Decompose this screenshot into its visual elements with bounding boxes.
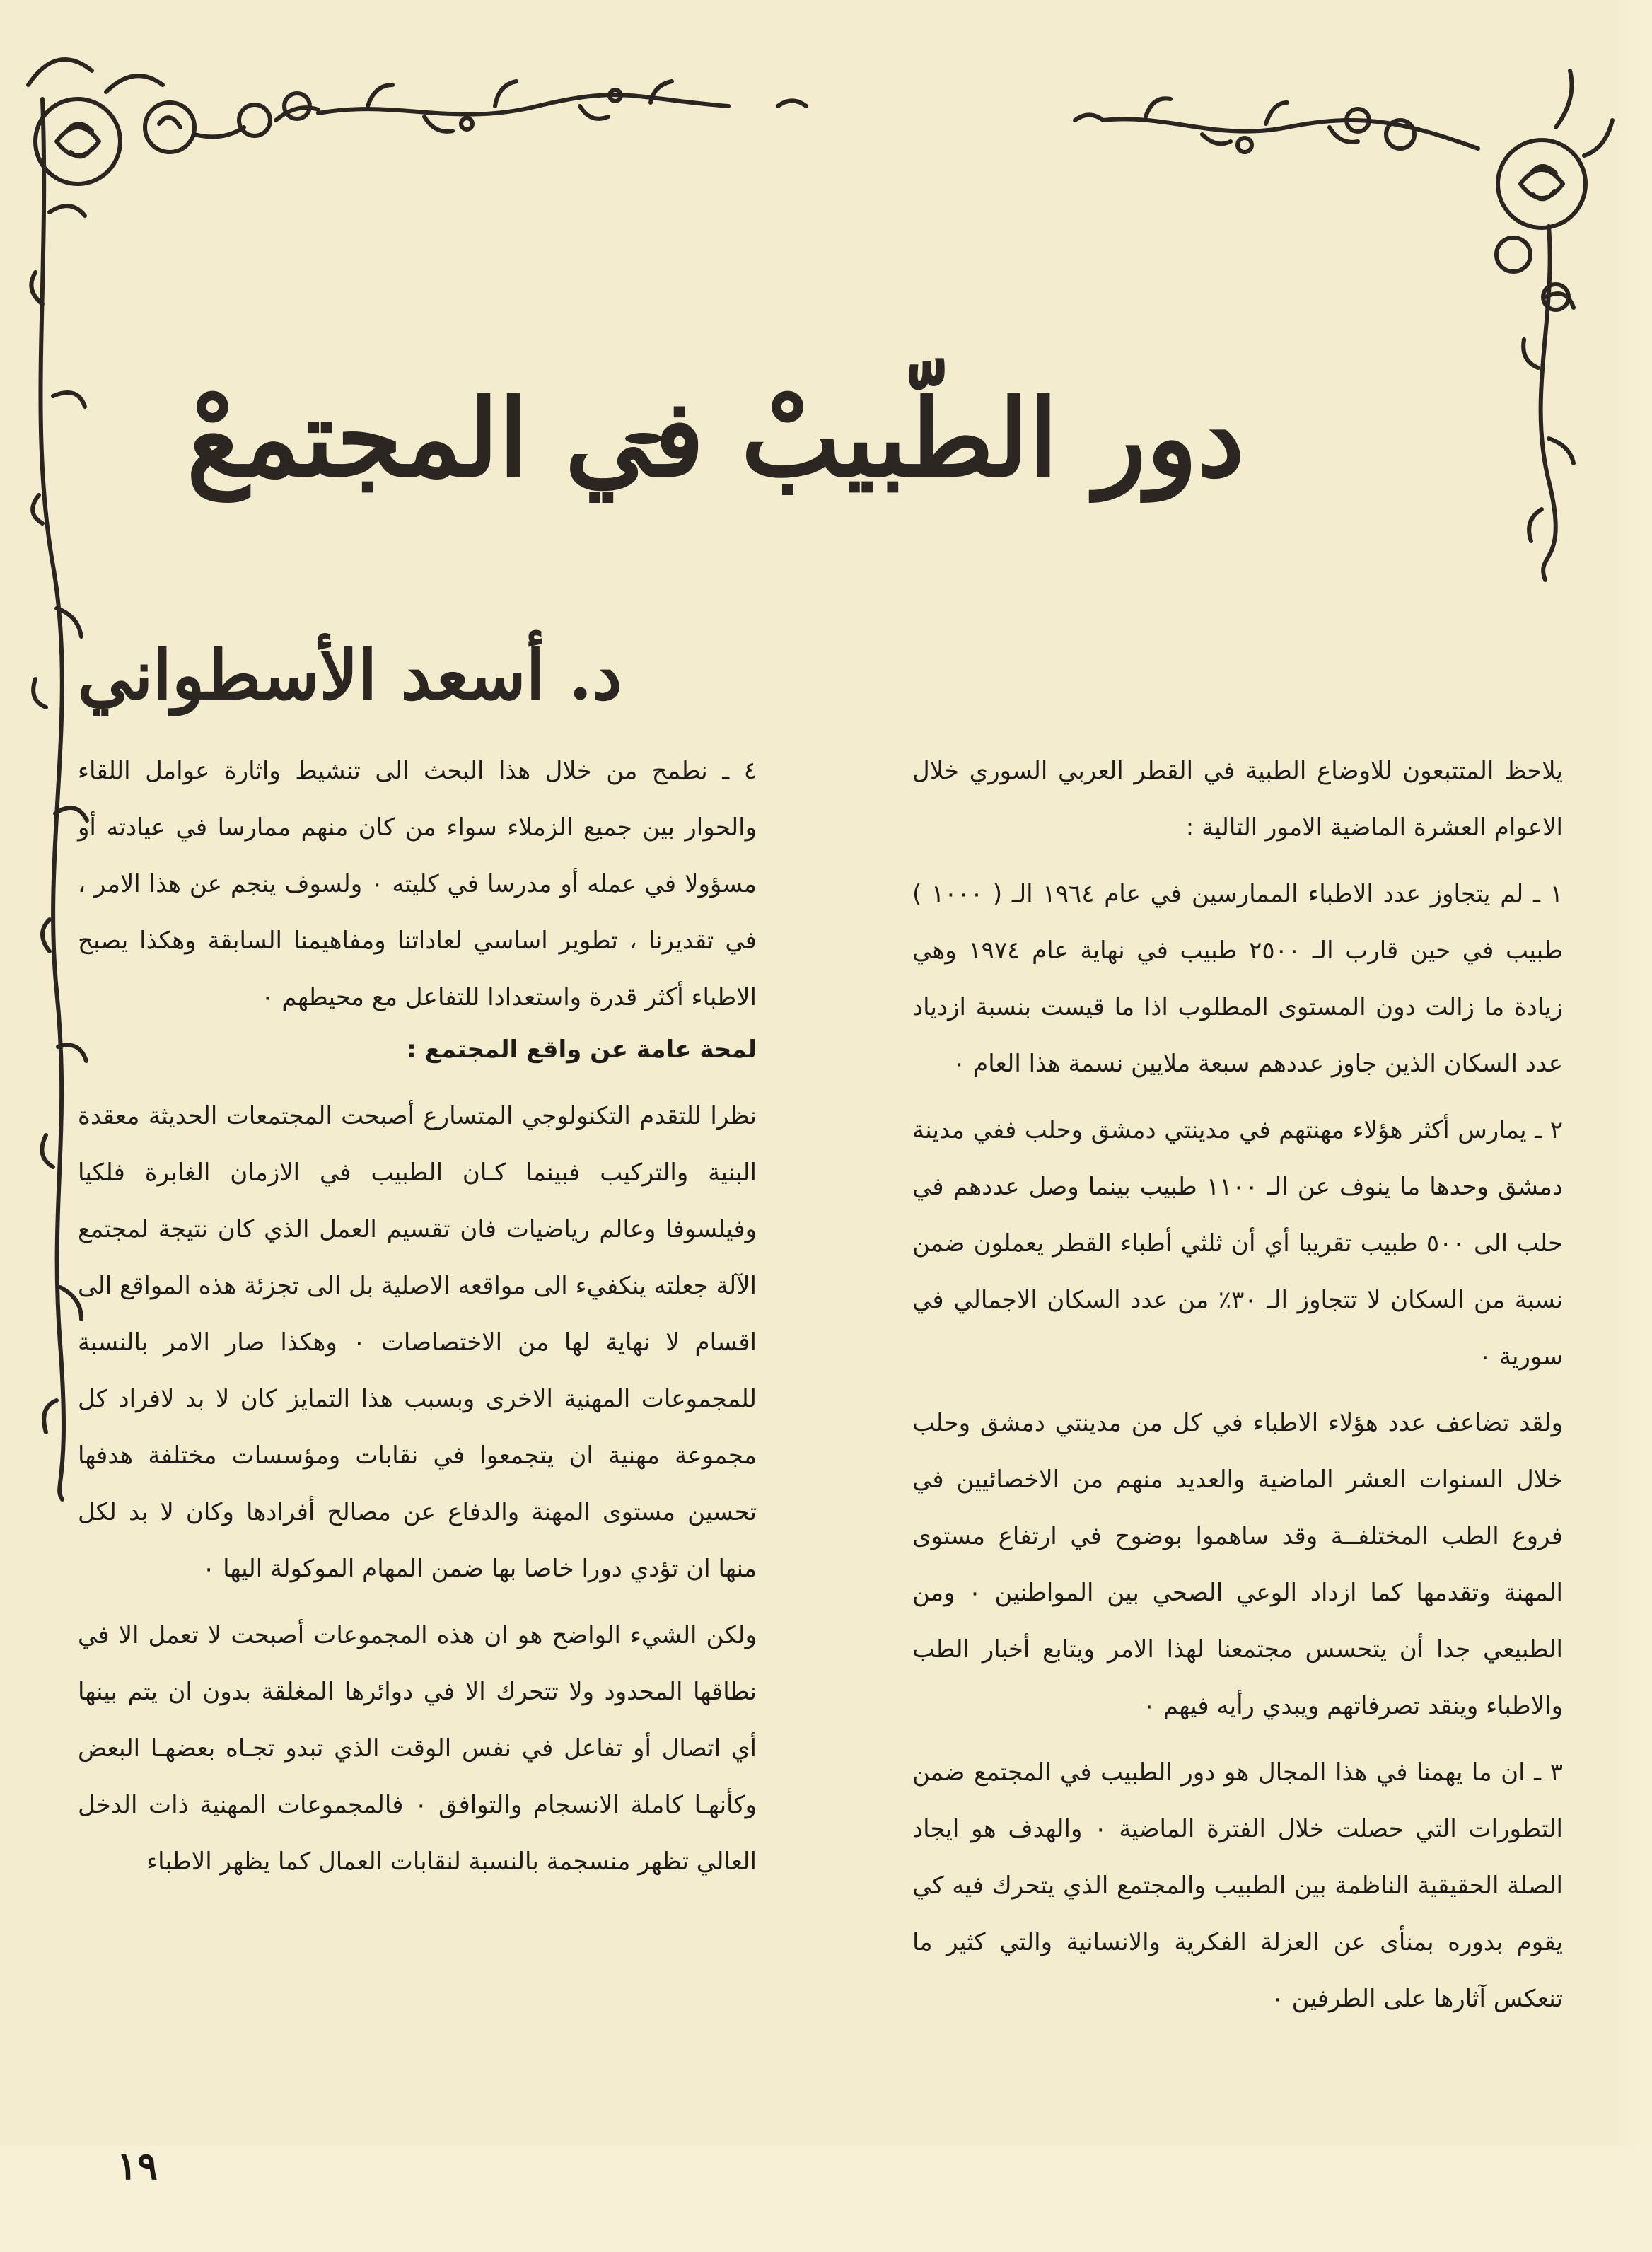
right-vine (1541, 226, 1556, 580)
rose-top-left (35, 99, 120, 184)
paragraph: ولقد تضاعف عدد هؤلاء الاطباء في كل من مدينتي دمشق وحلب خلال السنوات العشر الماضية والعديد منهم من الاخصائيين في فروع الطب المختلفــة وقد ساهموا بوضوح في ارتفاع مستوى المهنة وتقدمها كما ازداد الوعي الصحي بين المواطنين ٠ ومن الطبيعي جدا أن يتحسس مجتمعنا لهذا الامر ويتابع أخبار الطب والاطباء وينقد تصرفاتهم ويبدي رأيه فيهم ٠ (912, 1409, 1563, 1720)
paragraph: ٤ ـ نطمح من خلال هذا البحث الى تنشيط واثارة عوامل اللقاء والحوار بين جميع الزملاء سواء من كان منهم ممارسا في عيادته أو مسؤولا في عمله أو مدرسا في كليته ٠ ولسوف ينجم عن هذا الامر ، في تقديرنا ، تطوير اساسي لعاداتنا ومفاهيمنا السابقة وهكذا يصبح الاطباء أكثر قدرة واستعدادا للتفاعل مع محيطهم ٠ (78, 757, 757, 1011)
paragraph: نظرا للتقدم التكنولوجي المتسارع أصبحت المجتمعات الحديثة معقدة البنية والتركيب فبينما كـان الطبيب في الازمان الغابرة فلكيا وفيلسوفا وعالم رياضيات فان تقسيم العمل الذي كان نتيجة لمجتمع الآلة جعلته ينكفيء الى مواقعه الاصلية بل الى تجزئة هذه المواقع الى اقسام لا نهاية لها من الاختصاصات ٠ وهكذا صار الامر بالنسبة للمجموعات المهنية الاخرى وبسبب هذا التمايز كان لا بد لافراد كل مجموعة مهنية ان يتجمعوا في نقابات ومؤسسات مختلفة هدفها تحسين مستوى المهنة والدفاع عن مصالح أفرادها وكان لا بد لكل منها ان تؤدي دورا خاصا بها ضمن المهام الموكولة اليها ٠ (78, 1102, 757, 1583)
text-column-left (78, 743, 757, 1900)
article-title: دور الطّبيبْ في المجتمعْ (186, 376, 1245, 501)
paragraph: ولكن الشيء الواضح هو ان هذه المجموعات أصبحت لا تعمل الا في نطاقها المحدود ولا تتحرك الا في دوائرها المغلقة بدون ان يتم بينها أي اتصال أو تفاعل في نفس الوقت الذي تبدو تجـاه بعضهـا البعض وكأنهـا كاملة الانسجام والتوافق ٠ فالمجموعات المهنية ذات الدخل العالي تظهر منسجمة بالنسبة لنقابات العمال كما يظهر الاطباء (78, 1621, 757, 1876)
rose-top-right (1498, 140, 1586, 228)
top-left-vine (318, 95, 728, 114)
paragraph: ٣ ـ ان ما يهمنا في هذا المجال هو دور الطبيب في المجتمع ضمن التطورات التي حصلت خلال الفترة الماضية ٠ والهدف هو ايجاد الصلة الحقيقية الناظمة بين الطبيب والمجتمع الذي يتحرك فيه كي يقوم بدوره بمنأى عن العزلة الفكرية والانسانية والتي كثير ما تنعكس آثارها على الطرفين ٠ (912, 1758, 1564, 2013)
article-author: د. أسعد الأسطواني (77, 635, 622, 715)
text-column-right (912, 743, 1563, 2037)
section-heading: لمحة عامة عن واقع المجتمع : (407, 1035, 757, 1064)
paragraph: يلاحظ المتتبعون للاوضاع الطبية في القطر العربي السوري خلال الاعوام العشرة الماضية الامور التالية : (912, 757, 1563, 842)
page-number: ١٩ (117, 2143, 158, 2188)
paragraph: ٢ ـ يمارس أكثر هؤلاء مهنتهم في مدينتي دمشق وحلب ففي مدينة دمشق وحدها ما ينوف عن الـ ١١٠٠ طبيب بينما وصل عددهم في حلب الى ٥٠٠ طبيب تقريبا أي أن ثلثي أطباء القطر يعملون ضمن نسبة من السكان لا تتجاوز الـ ٣٠٪ من عدد السكان الاجمالي في سورية ٠ (912, 1116, 1563, 1371)
paragraph: ١ ـ لم يتجاوز عدد الاطباء الممارسين في عام ١٩٦٤ الـ ( ١٠٠٠ ) طبيب في حين قارب الـ ٢٥٠٠ طبيب في نهاية عام ١٩٧٤ وهي زيادة ما زالت دون المستوى المطلوب اذا ما قيست بنسبة ازدياد عدد السكان الذين جاوز عددهم سبعة ملايين نسمة هذا العام ٠ (912, 880, 1564, 1078)
top-right-vine (1103, 119, 1478, 149)
